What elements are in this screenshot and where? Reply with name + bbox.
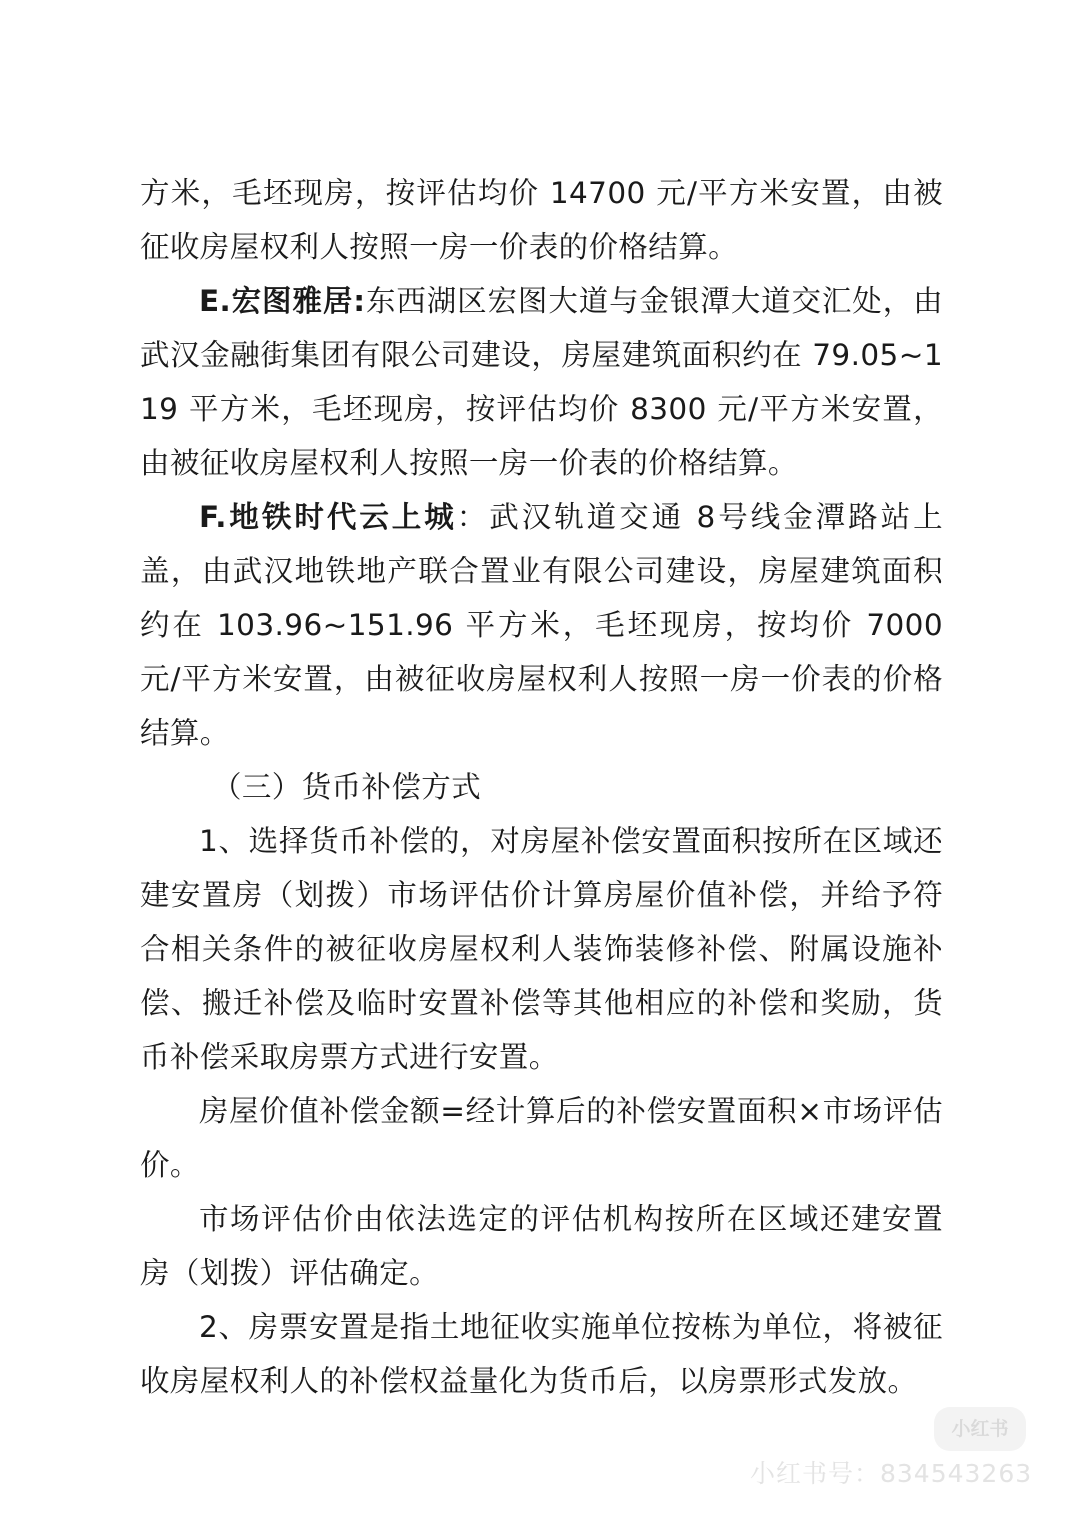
project-heading: F.地铁时代云上城 <box>199 500 457 534</box>
paragraph-market-valuation <box>140 1192 943 1300</box>
paragraph-housing-ticket <box>140 1300 943 1408</box>
watermark-id: 小红书号：834543263 <box>750 1459 1033 1488</box>
document-body <box>140 166 943 1408</box>
paragraph-continuation <box>140 166 943 274</box>
paragraph-text: 房屋价值补偿金额=经计算后的补偿安置面积×市场评估价。 <box>140 1094 943 1182</box>
section-heading-text: （三）货币补偿方式 <box>212 770 482 804</box>
paragraph-text: 2、房票安置是指土地征收实施单位按栋为单位，将被征收房屋权利人的补偿权益量化为货币后，以房票形式发放。 <box>140 1310 943 1398</box>
paragraph-text: ：武汉轨道交通 8号线金潭路站上盖，由武汉地铁地产联合置业有限公司建设，房屋建筑面积约在 103.96~151.96 平方米，毛坯现房，按均价 7000 元/平方米安置，由被征收房屋权利人按照一房一价表的价格结算。 <box>140 500 944 750</box>
paragraph-text: 东西湖区宏图大道与金银潭大道交汇处，由武汉金融街集团有限公司建设，房屋建筑面积约在 79.05~119 平方米，毛坯现房，按评估均价 8300 元/平方米安置，由被征收房屋权利人按照一房一价表的价格结算。 <box>140 284 943 480</box>
watermark-logo: 小红书 <box>934 1407 1026 1451</box>
paragraph-text: 方米，毛坯现房，按评估均价 14700 元/平方米安置，由被征收房屋权利人按照一房一价表的价格结算。 <box>140 176 943 264</box>
paragraph-monetary-compensation <box>140 814 943 1084</box>
paragraph-project-e <box>140 274 943 490</box>
paragraph-text: 1、选择货币补偿的，对房屋补偿安置面积按所在区域还建安置房（划拨）市场评估价计算房屋价值补偿，并给予符合相关条件的被征收房屋权利人装饰装修补偿、附属设施补偿、搬迁补偿及临时安置补偿等其他相应的补偿和奖励，货币补偿采取房票方式进行安置。 <box>140 824 943 1074</box>
paragraph-text: 市场评估价由依法选定的评估机构按所在区域还建安置房（划拨）评估确定。 <box>140 1202 943 1290</box>
paragraph-project-f <box>140 490 943 760</box>
section-heading <box>140 760 943 814</box>
paragraph-formula <box>140 1084 943 1192</box>
project-heading: E.宏图雅居: <box>199 284 366 318</box>
